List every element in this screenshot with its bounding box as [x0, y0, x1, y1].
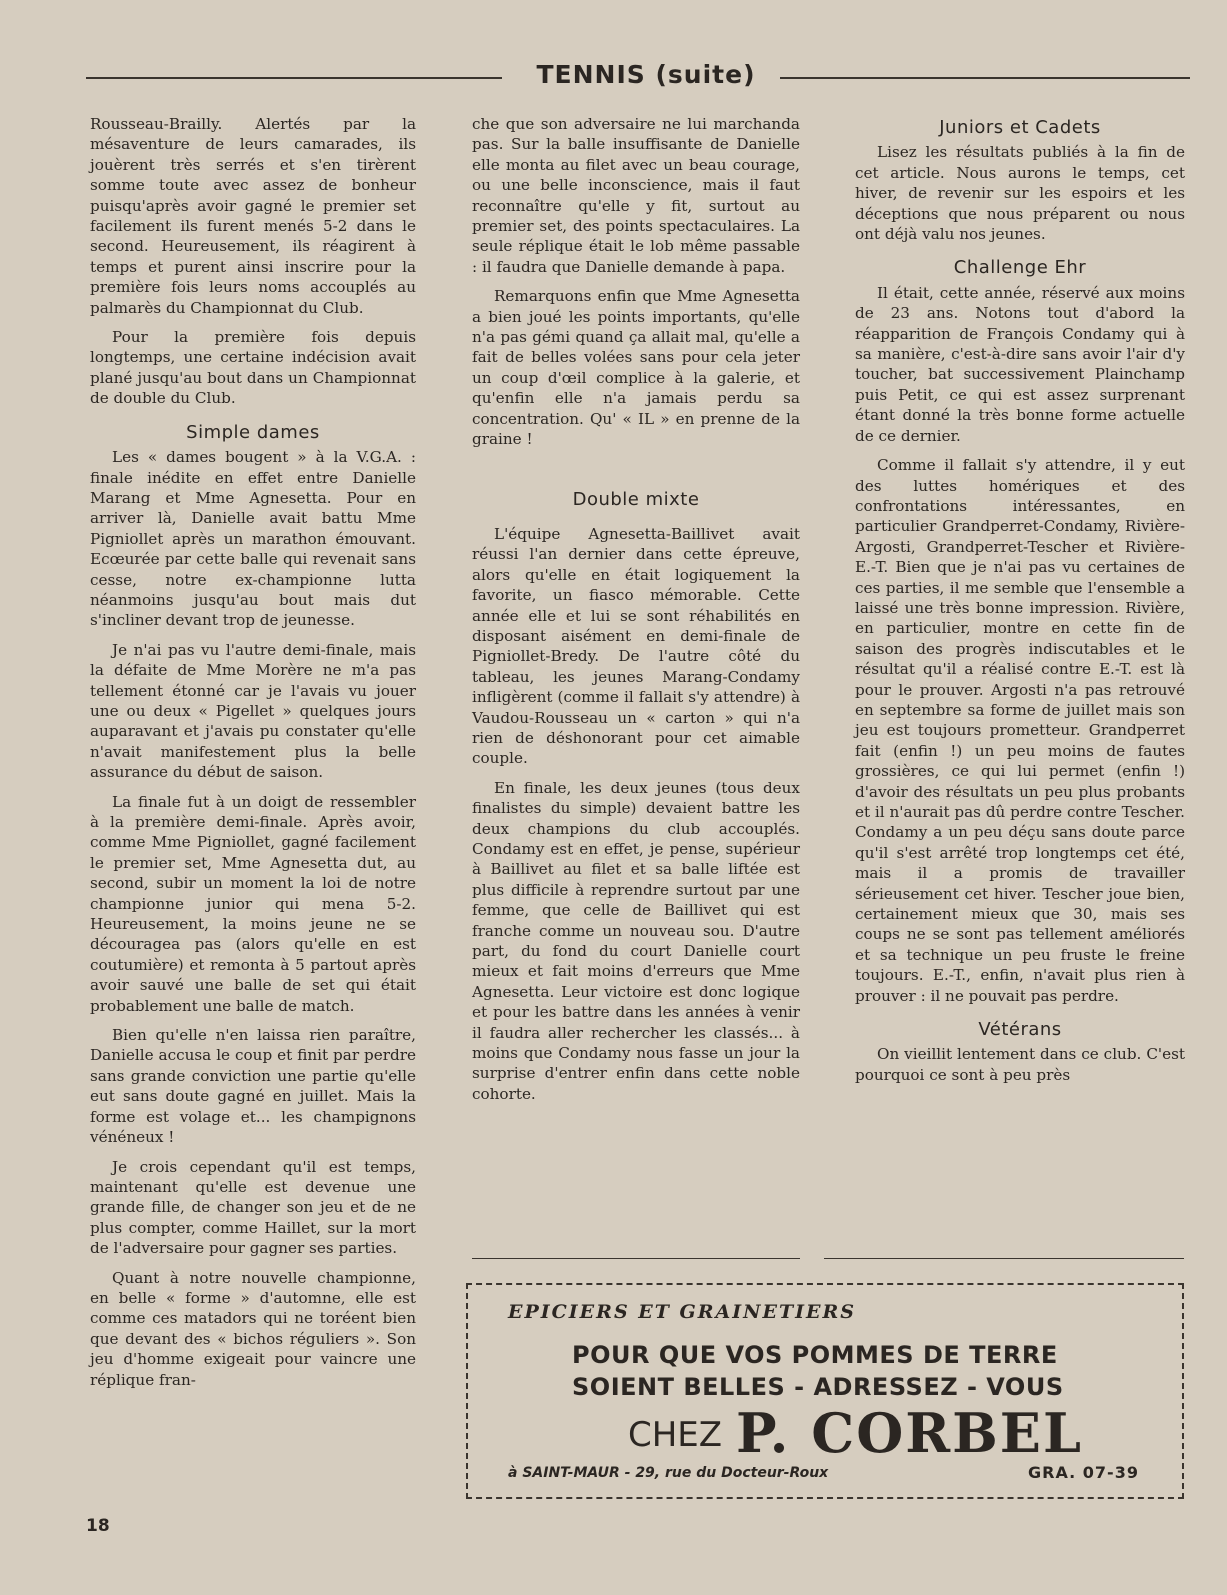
ad-headline: POUR QUE VOS POMMES DE TERRE: [572, 1341, 1058, 1369]
subheading-challenge-ehr: Challenge Ehr: [953, 257, 1087, 279]
ad-phone: GRA. 07-39: [1028, 1463, 1139, 1482]
paragraph: Pour la première fois depuis longtemps, une certaine indécision avait plané jusqu'au bout dans un Championnat de double du Club.: [90, 328, 416, 408]
paragraph: Les « dames bougent » à la V.G.A. : finale inédite en effet entre Danielle Marang et Mme Agnesetta. Pour en arriver là, Danielle avait battu Mme Pigniollet après un marathon émouvant. Ecœurée par cette balle qui revenait sans cesse, notre ex-championne lutta néanmoins jusqu'au bout mais dut s'incliner devant trop de jeunesse.: [90, 448, 416, 630]
paragraph: Rousseau-Brailly. Alertés par la mésaventure de leurs camarades, ils jouèrent très serrés et s'en tirèrent somme toute avec assez de bonheur puisqu'après avoir gagné le premier set facilement ils furent menés 5-2 dans le second. Heureusement, ils réagirent à temps et purent ainsi inscrire pour la première fois leurs noms accouplés au palmarès du Championnat du Club.: [90, 115, 416, 317]
ad-business-name: P. CORBEL: [736, 1401, 1083, 1465]
section-title: TENNIS (suite): [536, 60, 756, 89]
subheading-veterans: Vétérans: [978, 1019, 1062, 1041]
ad-tagline: EPICIERS ET GRAINETIERS: [508, 1301, 857, 1323]
paragraph: En finale, les deux jeunes (tous deux finalistes du simple) devaient battre les deux champions du club accouplés. Condamy est en effet, je pense, supérieur à Baillivet au filet et sa balle liftée est plus difficile à reprendre surtout par une femme, que celle de Baillivet qui est franche comme un nouveau sou. D'autre part, du fond du court Danielle court mieux et fait moins d'erreurs que Mme Agnesetta. Leur victoire est donc logique et pour les battre dans les années à venir il faudra aller rechercher les classés... à moins que Condamy nous fasse un jour la surprise d'entrer enfin dans cette noble cohorte.: [472, 778, 800, 1103]
paragraph: Remarquons enfin que Mme Agnesetta a bien joué les points importants, qu'elle n'a pas gémi quand ça allait mal, qu'elle a fait de belles volées sans pour cela jeter un coup d'œil complice à la galerie, et qu'enfin elle n'a jamais perdu sa concentration. Qu' « IL » en prenne de la graine !: [472, 287, 800, 449]
subheading-juniors-cadets: Juniors et Cadets: [939, 117, 1101, 138]
ad-headline: SOIENT BELLES - ADRESSEZ - VOUS: [572, 1373, 1064, 1401]
column-1: [90, 114, 416, 1399]
page-header: [86, 58, 1190, 98]
column-divider-rule: [472, 1258, 800, 1259]
paragraph: Lisez les résultats publiés à la fin de cet article. Nous aurons le temps, cet hiver, de revenir sur les espoirs et les déceptions que nous préparent ou nous ont déjà valu nos jeunes.: [855, 143, 1185, 244]
column-2: [472, 114, 800, 1113]
paragraph: Bien qu'elle n'en laissa rien paraître, Danielle accusa le coup et finit par perdre sans grande conviction une partie qu'elle eut sans doute gagné en juillet. Mais la forme est volage et... les champignons vénéneux !: [90, 1026, 416, 1147]
ad-address: à SAINT-MAUR - 29, rue du Docteur-Roux: [508, 1465, 829, 1481]
paragraph: Je crois cependant qu'il est temps, maintenant qu'elle est devenue une grande fille, de changer son jeu et de ne plus compter, comme Haillet, sur la mort de l'adversaire pour gagner ses parties.: [90, 1157, 416, 1258]
page-number: 18: [86, 1516, 110, 1536]
column-divider-rule: [824, 1258, 1184, 1259]
paragraph: Quant à notre nouvelle championne, en belle « forme » d'automne, elle est comme ces matadors qui ne toréent bien que devant des « bichos réguliers ». Son jeu d'homme exigeait pour vaincre une réplique fran-: [90, 1268, 416, 1389]
advertisement-box: [466, 1283, 1184, 1499]
ad-chez: CHEZ: [628, 1415, 723, 1455]
paragraph: che que son adversaire ne lui marchanda pas. Sur la balle insuffisante de Danielle elle monta au filet avec un beau courage, ou une belle inconscience, mais il faut reconnaître qu'elle y fit, surtout au premier set, des points spectaculaires. La seule réplique était le lob même passable : il faudra que Danielle demande à papa.: [472, 115, 800, 276]
paragraph: Il était, cette année, réservé aux moins de 23 ans. Notons tout d'abord la réapparition de François Condamy qui à sa manière, c'est-à-dire sans avoir l'air d'y toucher, bat successivement Plainchamp puis Petit, ce qui est assez surprenant étant donné la très bonne forme actuelle de ce dernier.: [855, 283, 1185, 445]
column-3: [855, 114, 1185, 1094]
subheading-double-mixte: Double mixte: [572, 488, 700, 510]
paragraph: Comme il fallait s'y attendre, il y eut des luttes homériques et des confrontations intéressantes, en particulier Grandperret-Condamy, Rivière-Argosti, Grandperret-Tescher et Rivière-E.-T. Bien que je n'ai pas vu certaines de ces parties, il me semble que l'ensemble a laissé une très bonne impression. Rivière, en particulier, montre en cette fin de saison des progrès indiscutables et le résultat qu'il a réalisé contre E.-T. est là pour le prouver. Argosti n'a pas retrouvé en septembre sa forme de juillet mais son jeu est toujours prometteur. Grandperret fait (enfin !) un peu moins de fautes grossières, ce qui lui permet (enfin !) d'avoir des résultats un peu plus probants et il n'aurait pas dû perdre contre Tescher. Condamy a un peu déçu sans doute parce qu'il s'est arrêté trop longtemps cet été, mais il a promis de travailler sérieusement cet hiver. Tescher joue bien, certainement mieux que 30, mais ses coups ne se sont pas tellement améliorés et sa technique un peu fruste le freine toujours. E.-T., enfin, n'avait plus rien à prouver : il ne pouvait pas perdre.: [855, 456, 1185, 1005]
subheading-simple-dames: Simple dames: [186, 421, 320, 443]
paragraph: On vieillit lentement dans ce club. C'est pourquoi ce sont à peu près: [855, 1045, 1185, 1084]
header-rule-right: [780, 77, 1190, 79]
header-rule-left: [86, 77, 502, 79]
paragraph: Je n'ai pas vu l'autre demi-finale, mais la défaite de Mme Morère ne m'a pas tellement étonné car je l'avais vu jouer une ou deux « Pigellet » quelques jours auparavant et j'avais pu constater qu'elle n'avait manifestement plus la belle assurance du début de saison.: [90, 640, 416, 782]
paragraph: La finale fut à un doigt de ressembler à la première demi-finale. Après avoir, comme Mme Pigniollet, gagné facilement le premier set, Mme Agnesetta dut, au second, subir un moment la loi de notre championne junior qui mena 5-2. Heureusement, la moins jeune ne se découragea pas (alors qu'elle en est coutumière) et remonta à 5 partout après avoir sauvé une balle de set qui était probablement une balle de match.: [90, 792, 416, 1015]
paragraph: L'équipe Agnesetta-Baillivet avait réussi l'an dernier dans cette épreuve, alors qu'elle en était logiquement la favorite, un fiasco mémorable. Cette année elle et lui se sont réhabilités en disposant aisément en demi-finale de Pigniollet-Bredy. De l'autre côté du tableau, les jeunes Marang-Condamy infligèrent (comme il fallait s'y attendre) à Vaudou-Rousseau un « carton » qui n'a rien de déshonorant pour cet aimable couple.: [472, 524, 800, 768]
